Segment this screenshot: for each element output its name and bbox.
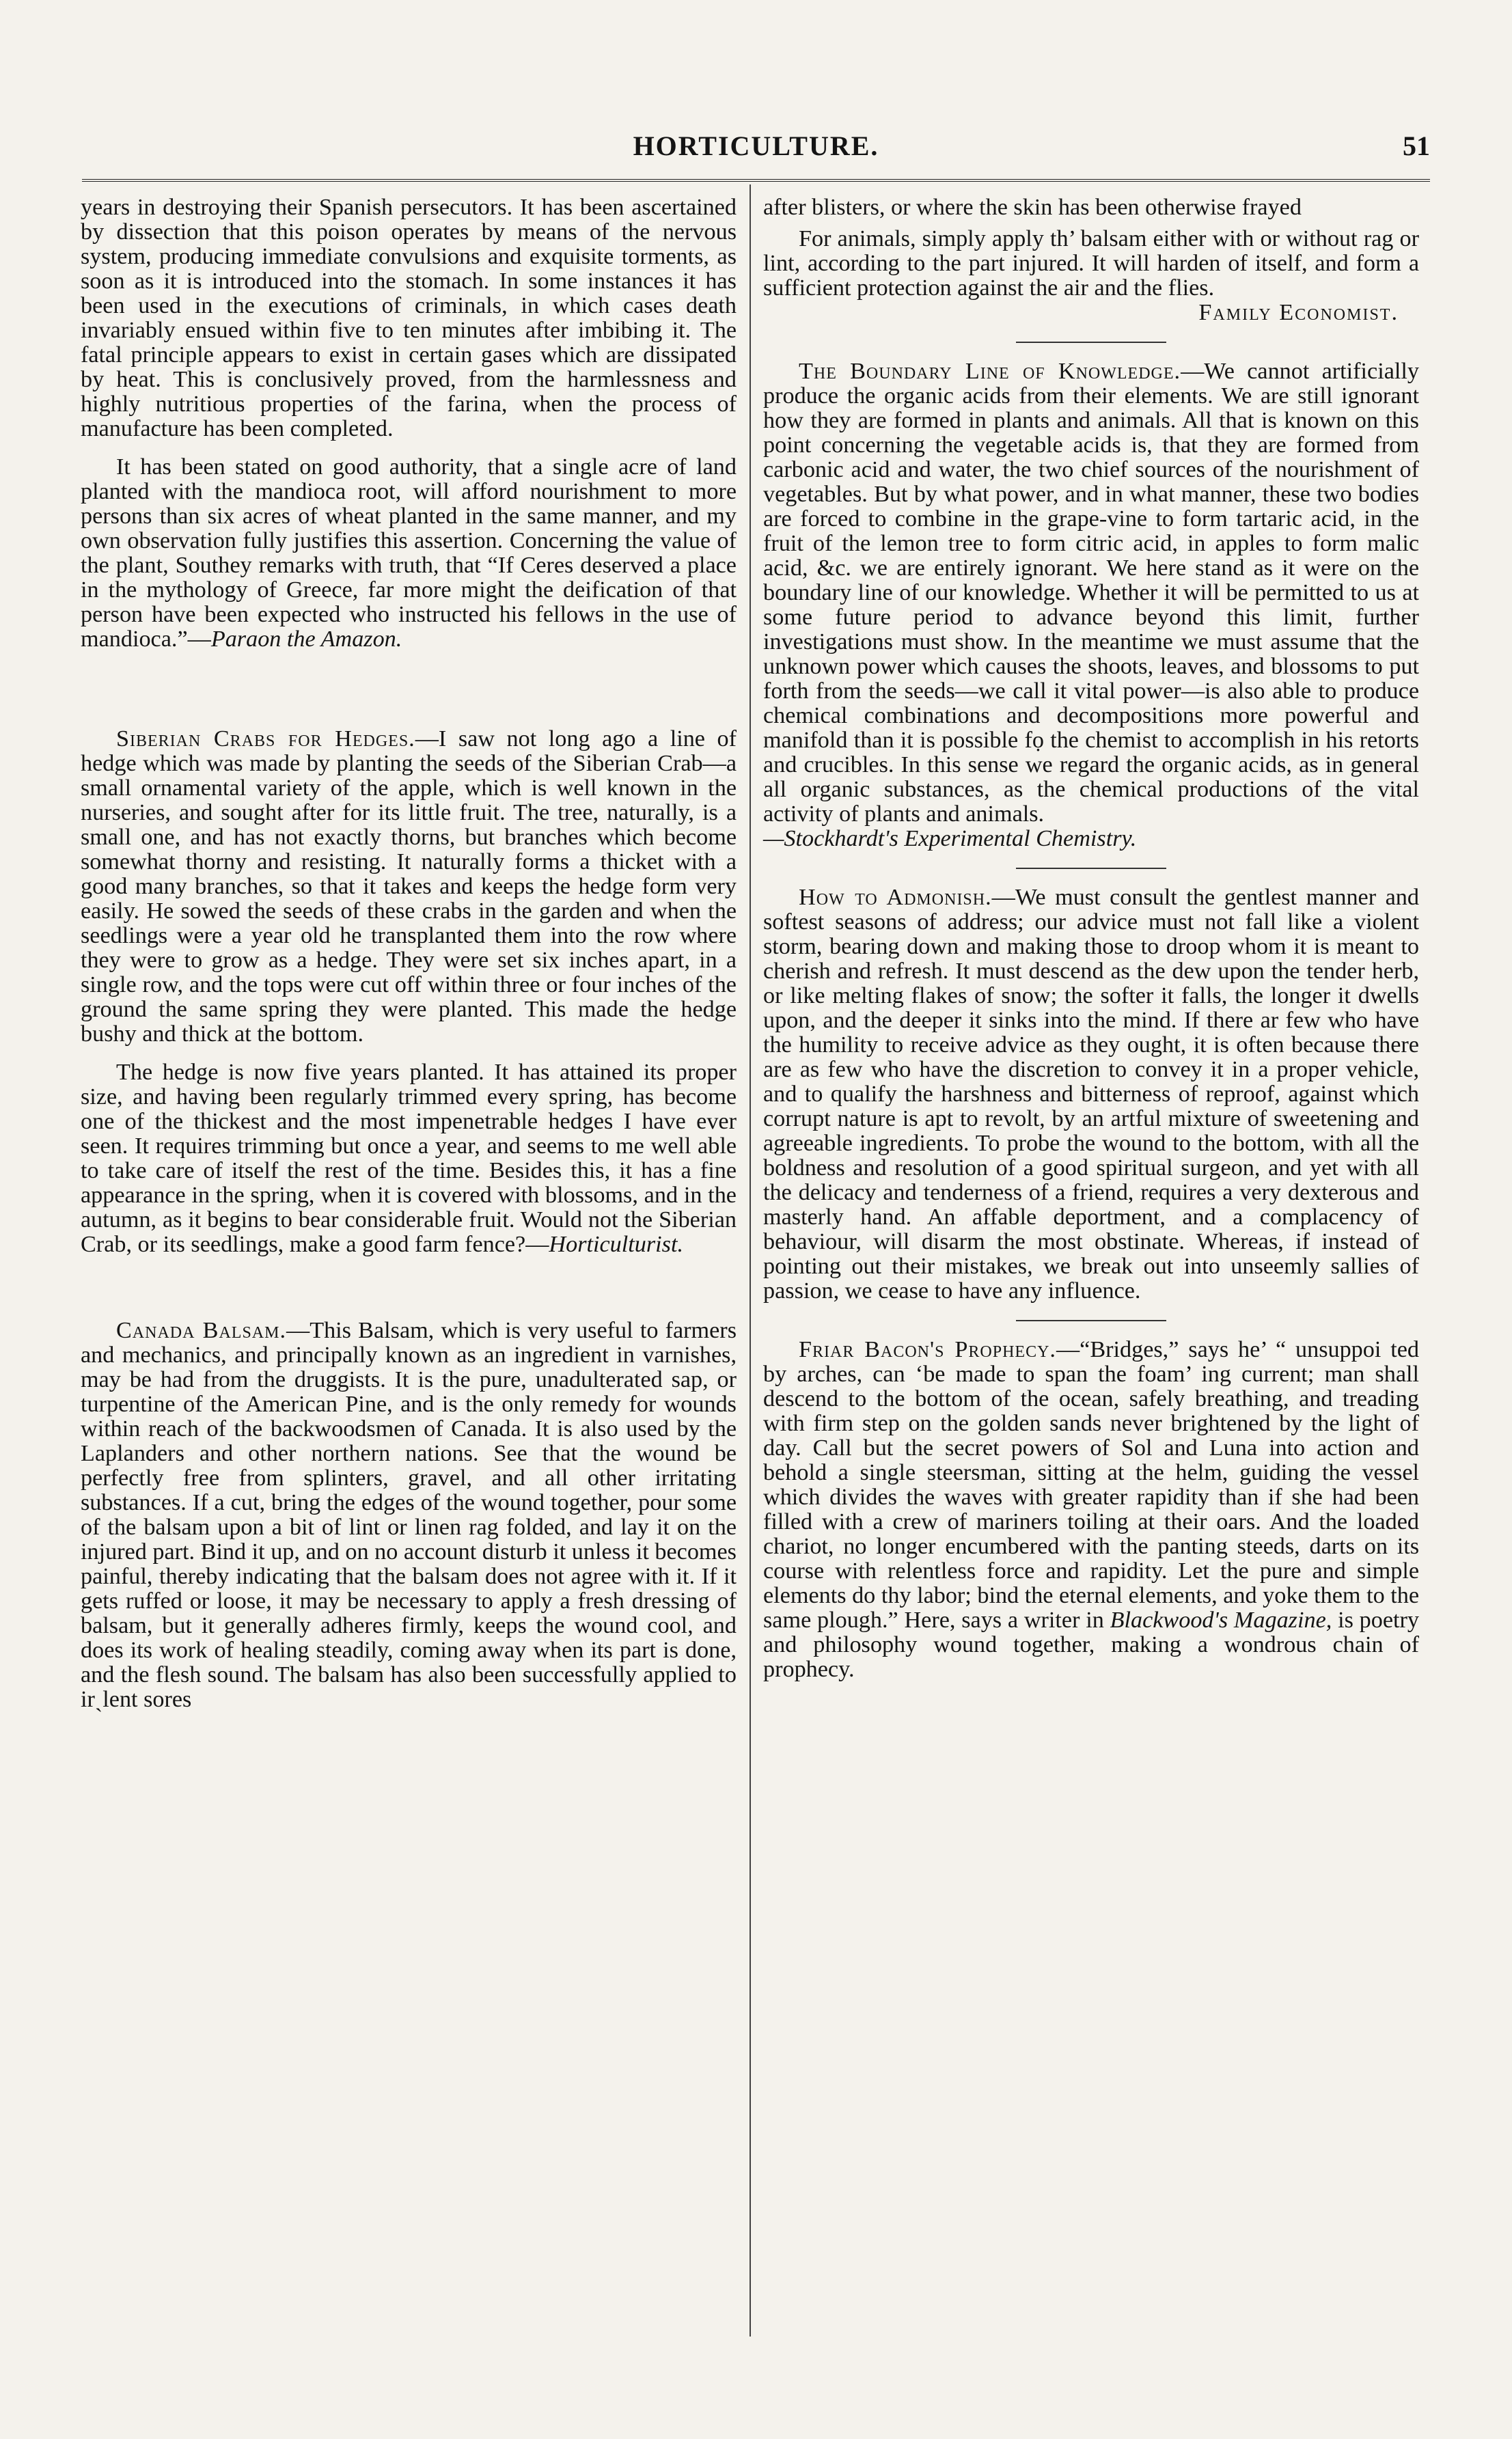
- paragraph: years in destroying their Spanish persecutors. It has been ascertained by dissection that this poison operates by means of the nervous system, producing immediate convulsions and exquisite torments, as soon as it is introduced into the stomach. In some instances it has been used in the executions of criminals, in which cases death invariably ensued within five to ten minutes after imbibing it. The fatal principle appears to exist in certain gases which are dissipated by heat. This is conclusively proved, from the harmlessness and highly nutritious properties of the farina, when the process of manufacture has been completed.: [81, 195, 737, 441]
- article-how-to-admonish: [763, 885, 1419, 1304]
- paragraph: after blisters, or where the skin has been otherwise frayed: [763, 195, 1302, 220]
- header-rule: [82, 179, 1430, 182]
- paragraph: [81, 1060, 737, 1257]
- running-title: HORTICULTURE.: [633, 130, 879, 161]
- column-divider: [750, 184, 751, 2337]
- paragraph-text: The hedge is now five years planted. It has attained its proper size, and having been regularly trimmed every spring, has become one of the thickest and the most impenetrable hedges I have ever seen. It requires trimming but once a year, and seems to me well able to take care of itself the rest of the time. Besides this, it has a fine appearance in the spring, when it is covered with blossoms, and in the autumn, as it begins to bear considerable fruit. Would not the Siberian Crab, or its seedlings, make a good farm fence?—: [81, 1060, 737, 1257]
- paragraph: [81, 727, 737, 1047]
- article-title: The Boundary Line of Knowledge.: [799, 359, 1181, 384]
- article-source: Paraon the Amazon.: [210, 626, 402, 652]
- article-separator: [1016, 342, 1166, 343]
- page-header: [82, 130, 1430, 171]
- paragraph-text: —We must consult the gentlest manner and softest seasons of address; our advice must not fall like a violent storm, bearing down and making those to droop whom it is meant to cherish and refresh. It must descend as the dew upon the tender herb, or like melting flakes of snow; the softer it falls, the longer it dwells upon, and the deeper it sinks into the mind. If there ar few who have the humility to receive advice as they ought, it is often because there are as few who have the discretion to convey it in a proper vehicle, and to qualify the harshness and bitterness of reproof, against which corrupt nature is apt to revolt, by an artful mixture of sweetening and agreeable ingredients. To probe the wound to the bottom, with all the boldness and resolution of a good spiritual surgeon, and yet with all the delicacy and tenderness of a friend, requires a very dexterous and masterly hand. An affable deportment, and a complacency of behaviour, will disarm the most obstinate. Whereas, if instead of pointing out their mistakes, we break out into unseemly sallies of passion, we cease to have any influence.: [763, 885, 1419, 1304]
- paragraph-text: —“Bridges,” says he’ “ unsuppoi ted by arches, can ʻbe made to span the foam’ ing current; man shall descend to the bottom of the ocean, safely breathing, and treading with firm step on the golden sands never brightened by the light of day. Call but the secret powers of Sol and Luna into action and behold a single steersman, sitting at the helm, guiding the vessel which divides the waves with greater rapidity than if she had been filled with a crew of mariners toiling at their oars. And the loaded chariot, no longer encumbered with the panting steeds, darts on its course with relentless force and rapidity. Let the pure and simple elements do thy labor; bind the eternal elements, and yoke them to the same plough.” Here, says a writer in: [763, 1337, 1419, 1633]
- paragraph: [763, 885, 1419, 1304]
- right-column: [763, 195, 1419, 1682]
- left-column: [81, 195, 737, 1712]
- paragraph-text: is poetry and philosophy wound together, making a wondrous chain of prophecy.: [763, 1608, 1419, 1682]
- article-separator: [1016, 868, 1166, 869]
- paragraph: [81, 1319, 737, 1712]
- paragraph-text: It has been stated on good authority, that a single acre of land planted with the mandioca root, will afford nourishment to more persons than six acres of wheat planted in the same manner, and my own observation fully justifies this assertion. Concerning the value of the plant, Southey remarks with truth, that “If Ceres deserved a place in the mythology of Greece, far more might the deification of that person have been expected who instructed his fellows in the use of mandioca.”—: [81, 454, 737, 652]
- paragraph-text: —We cannot artificially produce the organic acids from their elements. We are still ignorant how they are formed in plants and animals. All that is known on this point concerning the vegetable acids is, that they are formed from carbonic acid and water, the two chief sources of the nourishment of vegetables. But by what power, and in what manner, these two bodies are forced to combine in the grape-vine to form tartaric acid, in the fruit of the lemon tree to form citric acid, in apples to form malic acid, &c. we are entirely ignorant. We here stand as it were on the boundary line of our knowledge. Whether it will be permitted to us at some future period to advance beyond this limit, further investigations must show. In the meantime we must assume that the unknown power which causes the shoots, leaves, and blossoms to put forth from the seeds—we call it vital power—is also able to produce chemical combinations and decompositions more powerful and manifold than it is possible fọ the chemist to accomplish in his retorts and crucibles. In this sense we regard the organic acids, as in general all organic substances, as the chemical productions of the vital activity of plants and animals.: [763, 359, 1419, 827]
- article-canada-balsam: [81, 1319, 737, 1712]
- paragraph: For animals, simply apply th’ balsam either with or without rag or lint, according to the part injured. It will harden of itself, and form a sufficient protection against the air and the flies.: [763, 226, 1419, 301]
- article-title: Siberian Crabs for Hedges.: [116, 726, 415, 752]
- article-mandioca: [81, 195, 737, 652]
- paragraph: [81, 455, 737, 652]
- article-canada-balsam-cont: [763, 195, 1419, 325]
- article-friar-bacon: [763, 1338, 1419, 1682]
- paragraph-text: —This Balsam, which is very useful to farmers and mechanics, and principally known as an ingredient in varnishes, may be had from the druggists. It is the pure, unadulterated sap, or turpentine of the American Pine, and is the only remedy for wounds within reach of the backwoodsmen of Canada. It is also used by the Laplanders and other northern nations. See that the wound be perfectly free from splinters, gravel, and all other irritating substances. If a cut, bring the edges of the wound together, pour some of the balsam upon a bit of lint or linen rag folded, and lay it on the injured part. Bind it up, and on no account disturb it unless it becomes painful, thereby indicating that the balsam does not agree with it. If it gets ruffed or loose, it may be necessary to apply a fresh dressing of balsam, but it generally adheres firmly, keeps the wound cool, and does its work of healing steadily, coming away when its part is done, and the flesh sound. The balsam has also been successfully applied to irˏlent sores: [81, 1318, 737, 1712]
- article-title: Canada Balsam.: [116, 1318, 287, 1343]
- article-boundary-line: [763, 359, 1419, 851]
- article-separator: [1016, 1320, 1166, 1321]
- article-siberian-crabs: [81, 727, 737, 1257]
- article-source: Family Economist.: [1198, 300, 1399, 325]
- article-source: —Stockhardt's Experimental Chemistry.: [763, 826, 1137, 851]
- article-source: Horticulturist.: [549, 1232, 684, 1257]
- paragraph: [763, 359, 1419, 827]
- page-number: 51: [1403, 130, 1430, 161]
- paragraph-text: —I saw not long ago a line of hedge which was made by planting the seeds of the Siberian Crab—a small ornamental variety of the apple, which is well known in the nurseries, and sought after for its little fruit. The tree, naturally, is a small one, and has not exactly thorns, but branches which become somewhat thorny and resisting. It naturally forms a thicket with a good many branches, so that it takes and keeps the hedge form very easily. He sowed the seeds of these crabs in the garden and when the seedlings were a year old he transplanted them into the row where they were to grow as a hedge. They were set six inches apart, in a single row, and the tops were cut off within three or four inches of the ground the same spring they were planted. This made the hedge bushy and thick at the bottom.: [81, 726, 737, 1047]
- article-title: Friar Bacon's Prophecy.: [799, 1337, 1056, 1362]
- paragraph: [763, 1338, 1419, 1682]
- article-source: Blackwood's Magazine,: [1110, 1608, 1332, 1633]
- article-title: How to Admonish.: [799, 885, 992, 910]
